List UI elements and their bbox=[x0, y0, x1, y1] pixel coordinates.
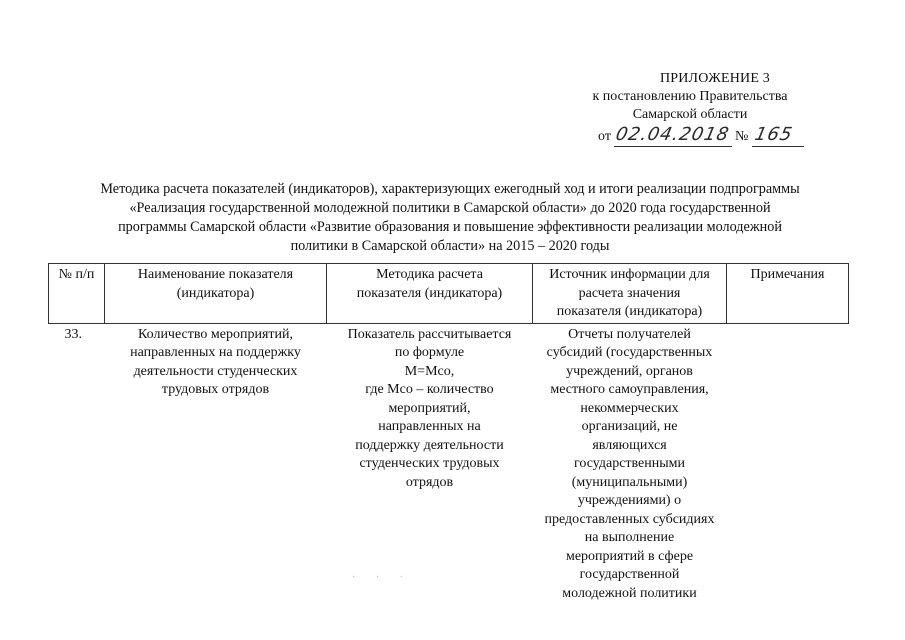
title-line: политики в Самарской области» на 2015 – 2020 годы bbox=[290, 238, 610, 254]
indicator-table bbox=[48, 263, 849, 603]
row-num-text: 33. bbox=[64, 326, 82, 342]
row-source-line: учреждениями) о bbox=[577, 493, 682, 508]
title-line: программы Самарской области «Развитие образования и повышение эффективности реализации молодежной bbox=[118, 219, 782, 235]
title-line: «Реализация государственной молодежной политики в Самарской области» до 2020 года государственной bbox=[129, 200, 771, 216]
table-row bbox=[49, 323, 849, 603]
header-method-line: показателя (индикатора) bbox=[356, 285, 503, 301]
row-name-line: направленных на поддержку bbox=[130, 345, 301, 360]
header-method bbox=[327, 264, 533, 324]
header-name-line: (индикатора) bbox=[176, 285, 255, 301]
date-field bbox=[614, 126, 731, 147]
row-method bbox=[327, 323, 533, 603]
header-method-line: Методика расчета bbox=[376, 267, 483, 282]
indicator-table-wrap bbox=[48, 263, 848, 603]
row-source-line: государственной bbox=[579, 567, 680, 582]
row-source-line: мероприятий в сфере bbox=[565, 548, 694, 564]
appendix-line-2: Самарской области bbox=[632, 107, 748, 122]
row-source-line: являющихся bbox=[592, 437, 667, 453]
handwritten-date: 02.04.2018 bbox=[614, 124, 732, 145]
row-name bbox=[105, 323, 327, 603]
header-source bbox=[533, 264, 727, 324]
row-method-line: отрядов bbox=[405, 474, 454, 490]
scan-artifact-dots: · · · bbox=[352, 572, 412, 583]
row-source-line: молодежной политики bbox=[562, 585, 697, 601]
table-header-row bbox=[49, 264, 849, 324]
header-note-text: Примечания bbox=[750, 267, 825, 282]
appendix-title: ПРИЛОЖЕНИЕ 3 bbox=[659, 71, 770, 86]
row-note bbox=[727, 323, 849, 603]
row-source-line: на выполнение bbox=[584, 530, 675, 545]
header-note bbox=[727, 264, 849, 324]
handwritten-number: 165 bbox=[752, 124, 795, 145]
row-source-line: предоставленных субсидиях bbox=[544, 511, 715, 527]
row-source-line: (муниципальными) bbox=[571, 474, 688, 490]
row-name-line: Количество мероприятий, bbox=[138, 326, 293, 342]
row-source-line: субсидий (государственных bbox=[546, 345, 713, 360]
appendix-line-1: к постановлению Правительства bbox=[592, 89, 788, 104]
header-num bbox=[49, 264, 105, 324]
row-method-line: студенческих трудовых bbox=[359, 456, 500, 471]
number-sign: № bbox=[735, 129, 749, 144]
row-source-line: Отчеты получателей bbox=[568, 326, 691, 342]
row-name-line: трудовых отрядов bbox=[161, 382, 270, 397]
row-method-line: М=Мсо, bbox=[404, 363, 455, 379]
title-line: Методика расчета показателей (индикаторов), характеризующих ежегодный ход и итоги реализации подпрограммы bbox=[100, 181, 800, 197]
row-source bbox=[533, 323, 727, 603]
row-name-line: деятельности студенческих bbox=[133, 363, 298, 379]
row-source-line: учреждений, органов bbox=[566, 363, 693, 379]
header-num-text: № п/п bbox=[58, 267, 95, 282]
row-method-line: по формуле bbox=[394, 345, 465, 360]
header-source-line: показателя (индикатора) bbox=[556, 304, 703, 319]
row-method-line: Показатель рассчитывается bbox=[347, 326, 512, 342]
appendix-block bbox=[560, 70, 820, 150]
methodology-title bbox=[55, 180, 845, 256]
row-method-line: направленных на bbox=[378, 419, 481, 434]
date-prefix: от bbox=[598, 129, 611, 144]
row-source-line: местного самоуправления, bbox=[550, 382, 709, 397]
row-method-line: мероприятий, bbox=[388, 400, 471, 416]
row-num bbox=[49, 323, 105, 603]
header-name bbox=[105, 264, 327, 324]
header-source-line: Источник информации для bbox=[549, 267, 710, 282]
header-name-line: Наименование показателя bbox=[137, 267, 294, 282]
row-method-line: где Мсо – количество bbox=[365, 382, 494, 397]
row-source-line: некоммерческих bbox=[580, 400, 679, 416]
header-source-line: расчета значения bbox=[578, 285, 681, 301]
row-method-line: поддержку деятельности bbox=[355, 437, 504, 453]
appendix-date-line bbox=[560, 126, 820, 150]
number-field bbox=[752, 126, 804, 147]
row-source-line: организаций, не bbox=[581, 419, 678, 434]
row-source-line: государственными bbox=[573, 456, 686, 471]
